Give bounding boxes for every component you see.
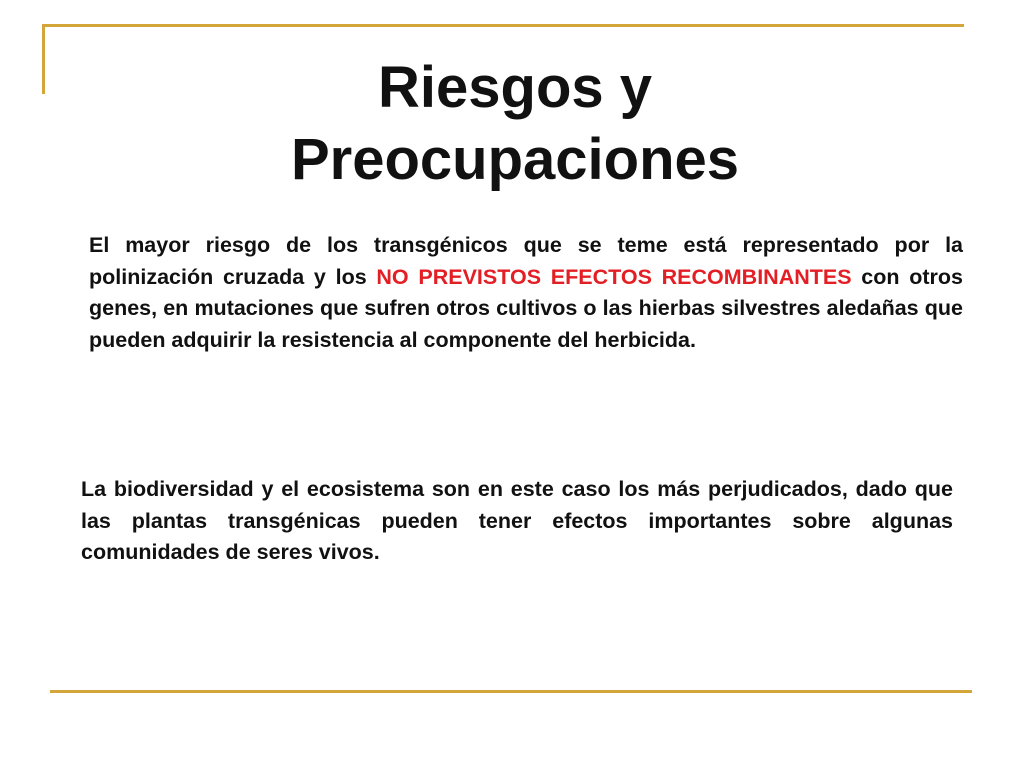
paragraph-risk-text-before: El mayor riesgo de los transgénicos que se teme está representado por la polinización cruzada y los <box>89 233 963 289</box>
paragraph-risk-text-after: con otros genes, en mutaciones que sufren otros cultivos o las hierbas silvestres aledañas que pueden adquirir la resistencia al componente del herbicida. <box>89 264 963 352</box>
paragraph-risk-highlight: NO PREVISTOS EFECTOS RECOMBINANTES <box>376 264 852 289</box>
top-rule-divider <box>42 24 964 27</box>
title-line-1: Riesgos y <box>378 55 652 120</box>
paragraph-risk <box>89 230 963 356</box>
title-line-2: Preocupaciones <box>290 127 740 192</box>
bottom-rule-divider <box>50 690 972 693</box>
left-rule-divider <box>42 24 45 94</box>
slide-title <box>150 52 880 196</box>
paragraph-biodiversity: La biodiversidad y el ecosistema son en este caso los más perjudicados, dado que las plantas transgénicas pueden tener efectos importantes sobre algunas comunidades de seres vivos. <box>81 477 953 564</box>
